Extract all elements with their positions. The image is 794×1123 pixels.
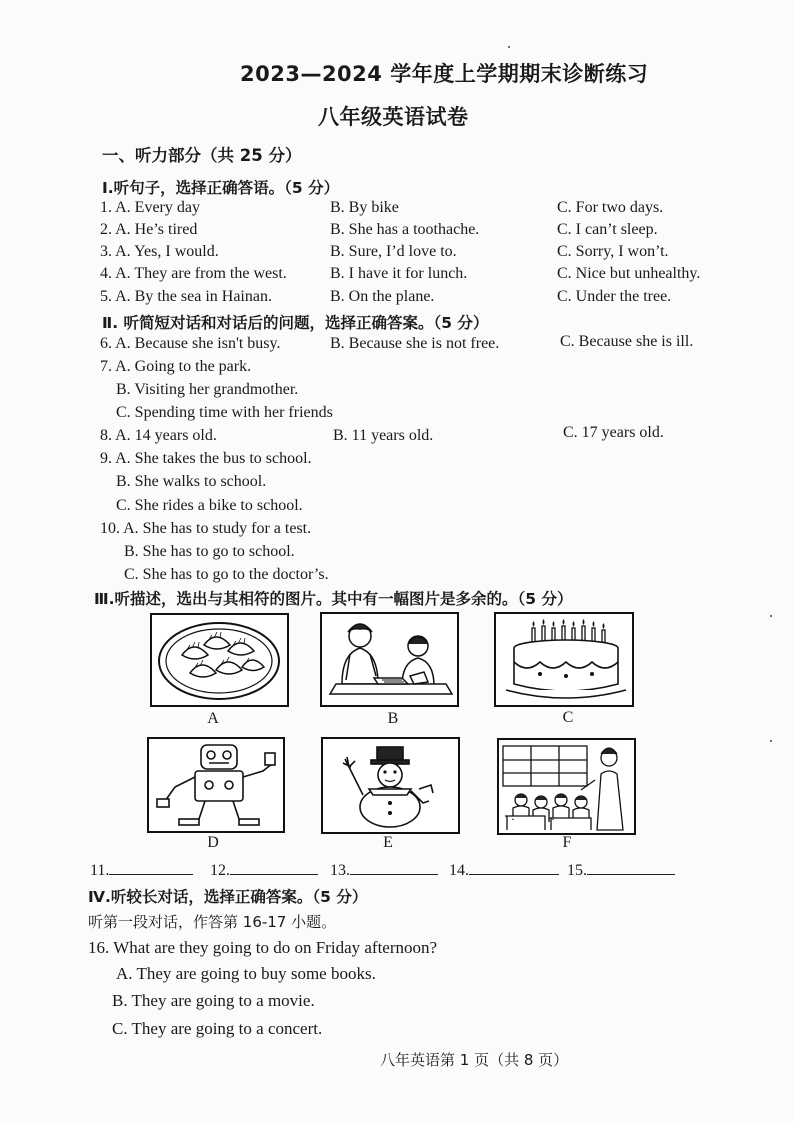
dumplings-plate-icon [152, 615, 287, 705]
option-c: C. Sorry, I won’t. [557, 243, 669, 260]
blank-number: 12. [210, 862, 230, 879]
option-a: 9. A. She takes the bus to school. [100, 450, 312, 467]
scan-speck [770, 615, 772, 617]
answer-blank[interactable] [449, 860, 559, 880]
part-title: Ⅱ. 听简短对话和对话后的问题，选择正确答案。（5 分） [102, 314, 489, 332]
option-c: C. She has to go to the doctor’s. [124, 566, 329, 583]
blank-number: 13. [330, 862, 350, 879]
option-b: B. They are going to a movie. [112, 991, 315, 1010]
option-a: 10. A. She has to study for a test. [100, 520, 312, 537]
blank-line[interactable] [350, 860, 438, 875]
option-c: C. Nice but unhealthy. [557, 265, 701, 282]
blank-number: 14. [449, 862, 469, 879]
option-b: B. Sure, I’d love to. [330, 243, 457, 260]
picture-d [147, 737, 285, 833]
picture-label: C [562, 709, 574, 726]
exam-title: 2023—2024 学年度上学期期末诊断练习 [240, 62, 649, 86]
answer-blank[interactable] [210, 860, 318, 880]
blank-line[interactable] [587, 860, 675, 875]
option-a: 5. A. By the sea in Hainan. [100, 288, 272, 305]
option-a: 2. A. He’s tired [100, 221, 198, 238]
answer-blank[interactable] [330, 860, 438, 880]
part-title: Ⅳ.听较长对话，选择正确答案。（5 分） [88, 888, 368, 906]
blank-number: 15. [567, 862, 587, 879]
snowman-icon [323, 739, 458, 832]
picture-label: F [562, 834, 572, 851]
blank-line[interactable] [109, 860, 193, 875]
option-b: B. She walks to school. [116, 473, 267, 490]
answer-blank[interactable] [90, 860, 193, 880]
picture-label: B [387, 710, 399, 727]
option-c: C. She rides a bike to school. [116, 497, 303, 514]
picture-b [320, 612, 459, 707]
option-b: B. Because she is not free. [330, 335, 500, 352]
option-a: 8. A. 14 years old. [100, 427, 217, 444]
option-a: 7. A. Going to the park. [100, 358, 252, 375]
birthday-cake-icon [496, 614, 632, 705]
blank-line[interactable] [469, 860, 559, 875]
option-a: 1. A. Every day [100, 199, 200, 216]
picture-a [150, 613, 289, 707]
question-stem: 16. What are they going to do on Friday afternoon? [88, 938, 438, 957]
option-c: C. 17 years old. [563, 424, 664, 441]
option-a: 4. A. They are from the west. [100, 265, 287, 282]
part-title: Ⅰ.听句子，选择正确答语。（5 分） [102, 179, 340, 197]
picture-c [494, 612, 634, 707]
option-b: B. I have it for lunch. [330, 265, 468, 282]
picture-e [321, 737, 460, 834]
option-b: B. By bike [330, 199, 399, 216]
option-c: C. I can’t sleep. [557, 221, 658, 238]
option-b: B. 11 years old. [333, 427, 434, 444]
option-c: C. Because she is ill. [560, 333, 694, 350]
option-a: 3. A. Yes, I would. [100, 243, 219, 260]
picture-label: A [207, 710, 219, 727]
picture-label: D [207, 834, 219, 851]
teacher-student-desk-icon [322, 614, 457, 705]
exam-subtitle: 八年级英语试卷 [318, 105, 469, 129]
picture-f [497, 738, 636, 835]
classroom-icon [499, 740, 634, 833]
option-a: 6. A. Because she isn't busy. [100, 335, 281, 352]
robot-icon [149, 739, 283, 831]
option-c: C. For two days. [557, 199, 664, 216]
option-b: B. Visiting her grandmother. [116, 381, 299, 398]
option-c: C. Under the tree. [557, 288, 672, 305]
option-b: B. On the plane. [330, 288, 435, 305]
instruction: 听第一段对话，作答第 16-17 小题。 [88, 913, 337, 931]
option-b: B. She has to go to school. [124, 543, 295, 560]
page-footer: 八年英语第 1 页（共 8 页） [380, 1051, 569, 1069]
scan-speck [770, 740, 772, 742]
answer-blank[interactable] [567, 860, 675, 880]
option-c: C. They are going to a concert. [112, 1019, 323, 1038]
option-c: C. Spending time with her friends [116, 404, 333, 421]
option-b: B. She has a toothache. [330, 221, 480, 238]
picture-label: E [383, 834, 393, 851]
part-title: Ⅲ.听描述，选出与其相符的图片。其中有一幅图片是多余的。（5 分） [94, 590, 573, 608]
section-title: 一、听力部分（共 25 分） [102, 146, 302, 165]
blank-line[interactable] [230, 860, 318, 875]
blank-number: 11. [90, 862, 110, 879]
scan-speck [508, 46, 510, 48]
option-a: A. They are going to buy some books. [116, 964, 376, 983]
